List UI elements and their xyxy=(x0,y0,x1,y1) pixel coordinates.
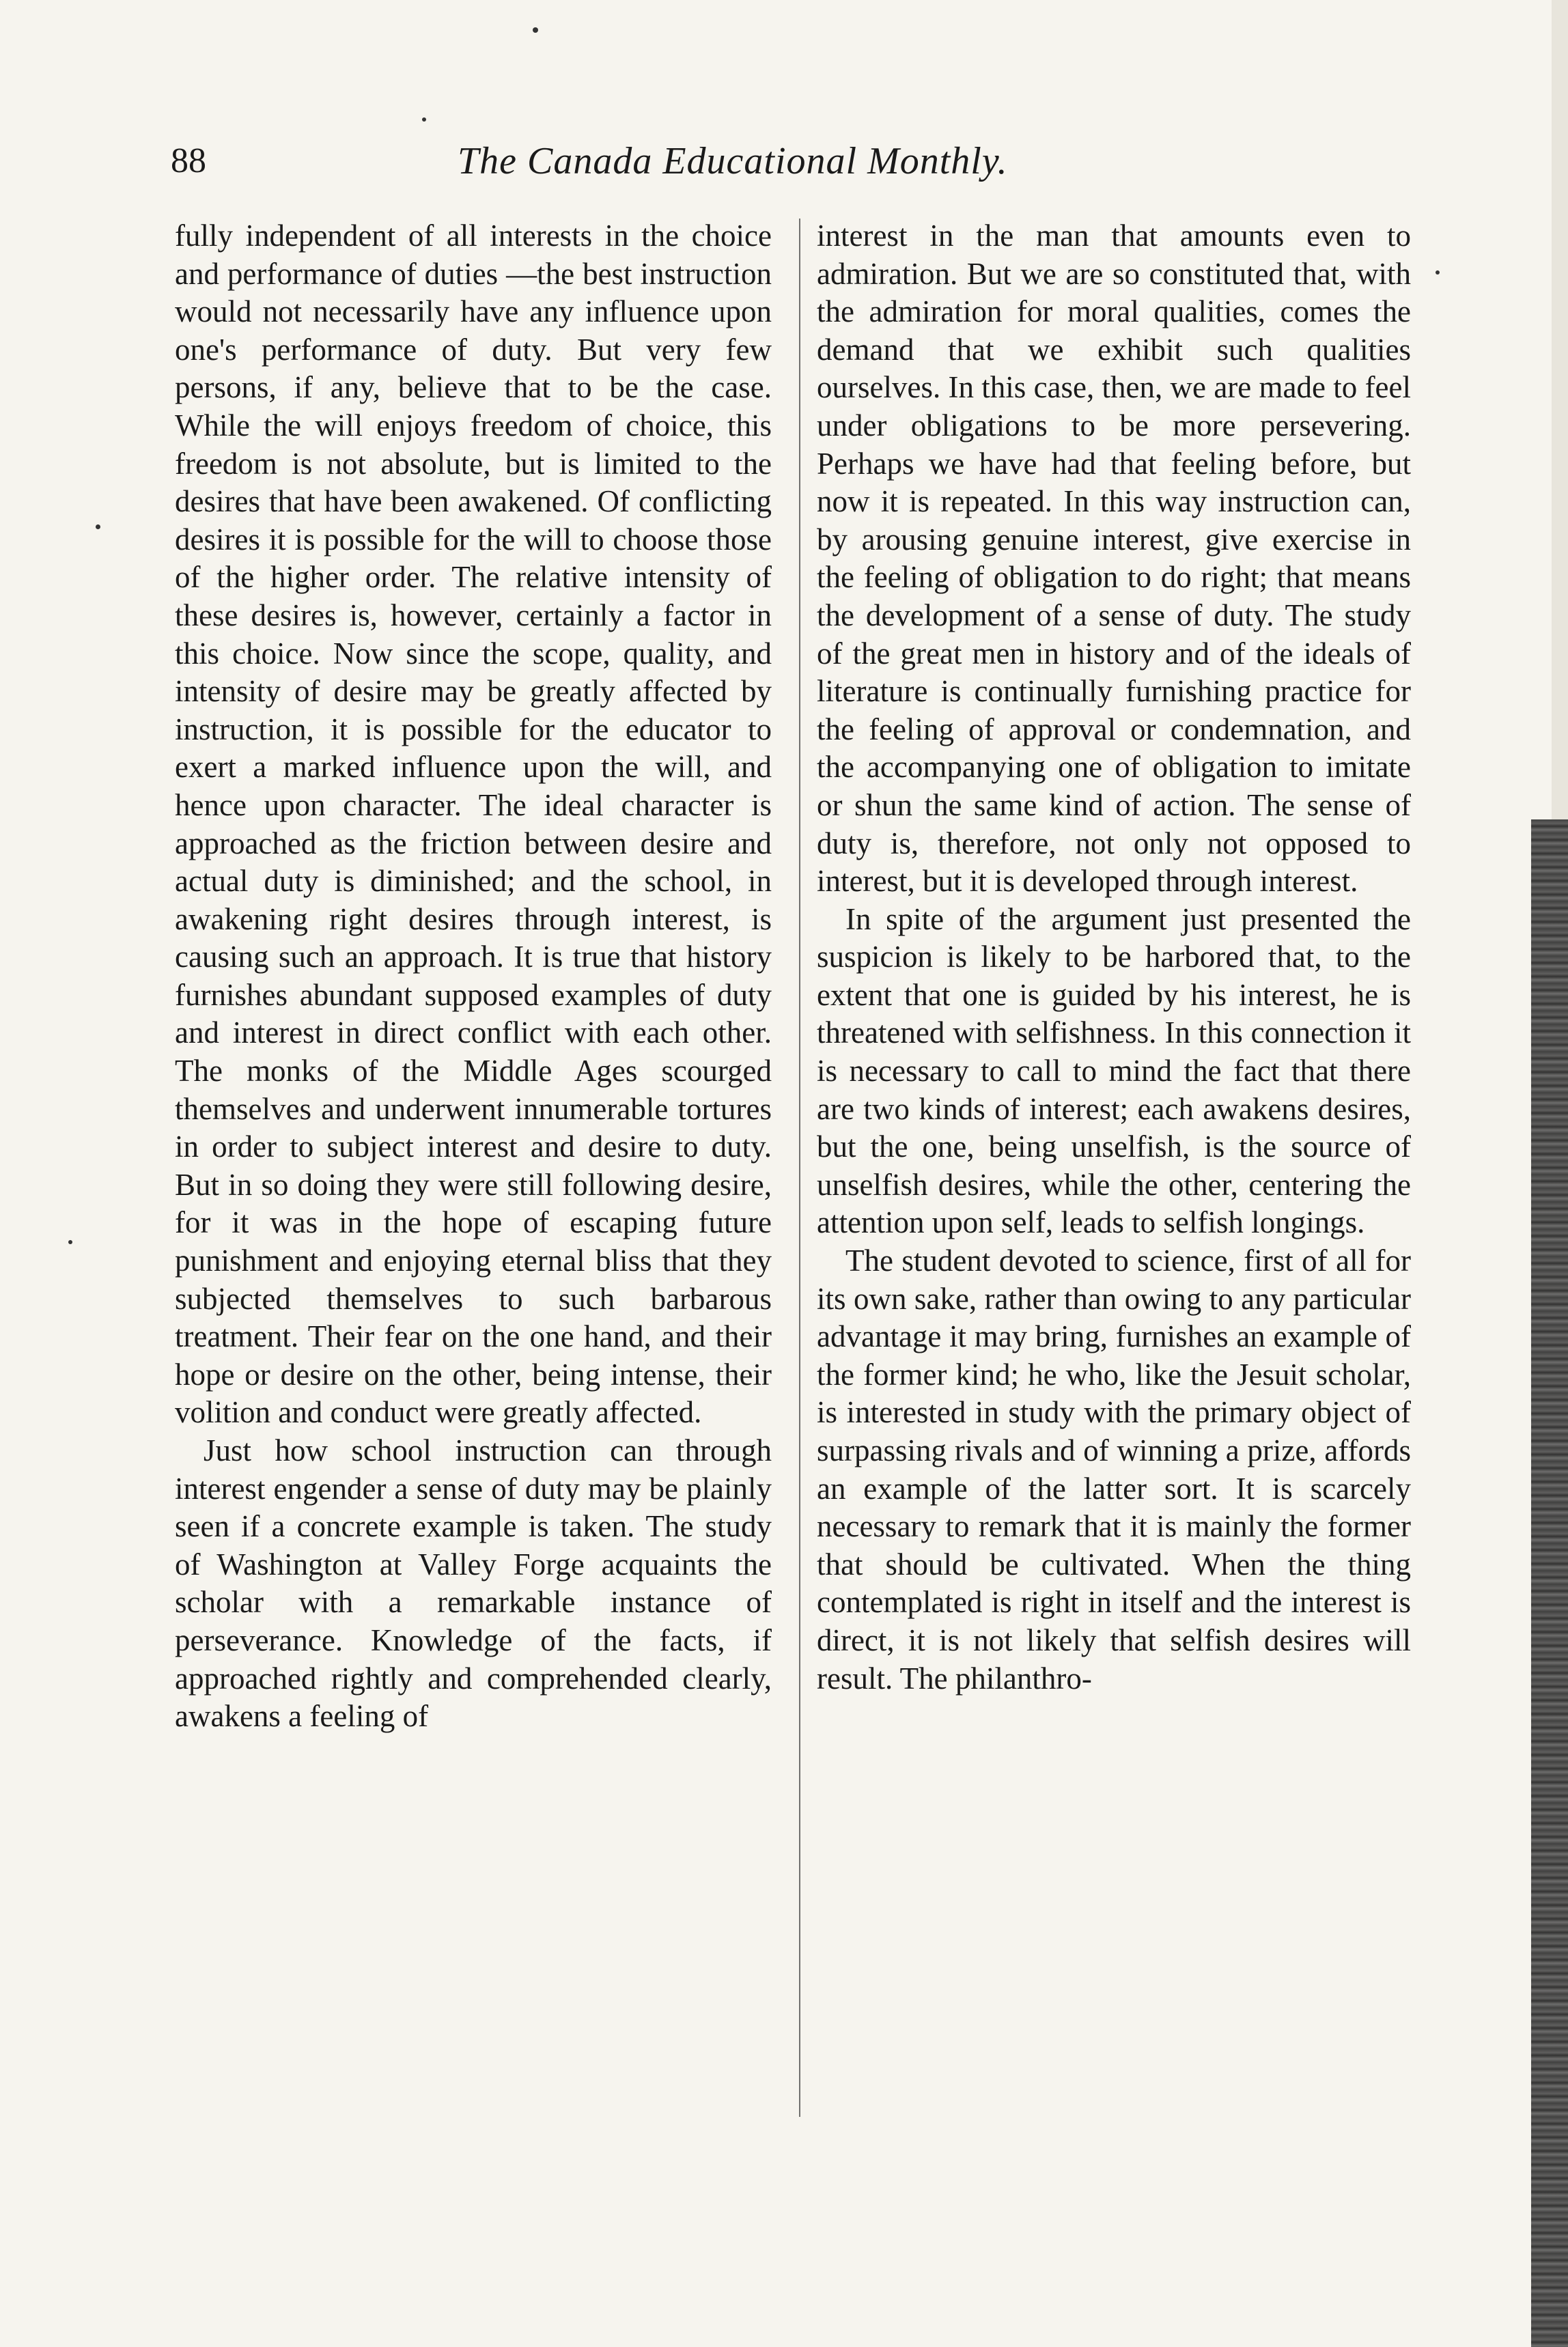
paragraph: interest in the man that amounts even to admiration. But we are so constituted that, with the admiration for moral qualities, comes the demand that we exhibit such qualities ourselves. In this case, then, we are made to feel under obligations to be more persevering. Perhaps we have had that feeling before, but now it is repeated. In this way instruction can, by arousing genuine interest, give exercise in the feeling of obligation to do right; that means the development of a sense of duty. The study of the great men in history and of the ideals of literature is continually furnishing practice for the feeling of approval or condemnation, and the accompanying one of obligation to imitate or shun the same kind of action. The sense of duty is, therefore, not only not opposed to interest, but it is developed through interest. xyxy=(817,219,1411,899)
right-column xyxy=(817,217,1411,1698)
paragraph: fully independent of all interests in the choice and performance of duties —the best instruction would not necessarily have any influence upon one's performance of duty. But very few persons, if any, believe that to be the case. While the will enjoys freedom of choice, this freedom is not absolute, but is limited to the desires that have been awakened. Of conflicting desires it is possible for the will to choose those of the higher order. The relative intensity of these desires is, however, certainly a factor in this choice. Now since the scope, quality, and intensity of desire may be greatly affected by instruction, it is possible for the educator to exert a marked influence upon the will, and hence upon character. The ideal character is approached as the friction between desire and actual duty is diminished; and the school, in awakening right desires through interest, is causing such an approach. It is true that history furnishes abundant supposed examples of duty and interest in direct conflict with each other. The monks of the Middle Ages scourged themselves and underwent innumerable tortures in order to subject interest and desire to duty. But in so doing they were still following desire, for it was in the hope of escaping future punishment and enjoying eternal bliss that they subjected themselves to such barbarous treatment. Their fear on the one hand, and their hope or desire on the other, being intense, their volition and conduct were greatly affected. xyxy=(175,219,772,1430)
scan-speck xyxy=(533,27,538,33)
binding-edge-shadow xyxy=(1531,819,1568,2347)
page-number: 88 xyxy=(171,141,206,180)
scan-speck xyxy=(68,1240,72,1244)
paragraph: In spite of the argument just presented the suspicion is likely to be harbored that, to the extent that one is guided by his interest, he is threatened with selfishness. In this connection it is necessary to call to mind the fact that there are two kinds of interest; each awakens desires, but the one, being unselfish, is the source of unselfish desires, while the other, centering the attention upon self, leads to selfish longings. xyxy=(817,901,1411,1240)
column-divider xyxy=(799,219,800,2117)
page-edge-margin xyxy=(1552,0,1568,819)
paragraph: Just how school instruction can through interest engender a sense of duty may be plainly seen if a concrete example is taken. The study of Washington at Valley Forge acquaints the scholar with a remarkable instance of perseverance. Knowledge of the facts, if approached rightly and comprehended clearly, awakens a feeling of xyxy=(175,1433,772,1734)
paragraph: The student devoted to science, first of all for its own sake, rather than owing to any particular advantage it may bring, furnishes an example of the former kind; he who, like the Jesuit scholar, is interested in study with the primary object of surpassing rivals and of winning a prize, affords an example of the latter sort. It is scarcely necessary to remark that it is mainly the former that should be cultivated. When the thing contemplated is right in itself and the interest is direct, it is not likely that selfish desires will result. The philanthro- xyxy=(817,1243,1411,1696)
scan-speck xyxy=(422,117,426,122)
scan-speck xyxy=(96,524,100,529)
scan-speck xyxy=(1436,270,1440,275)
running-title: The Canada Educational Monthly. xyxy=(458,140,1008,182)
left-column xyxy=(175,217,772,1736)
running-header xyxy=(171,134,1127,188)
